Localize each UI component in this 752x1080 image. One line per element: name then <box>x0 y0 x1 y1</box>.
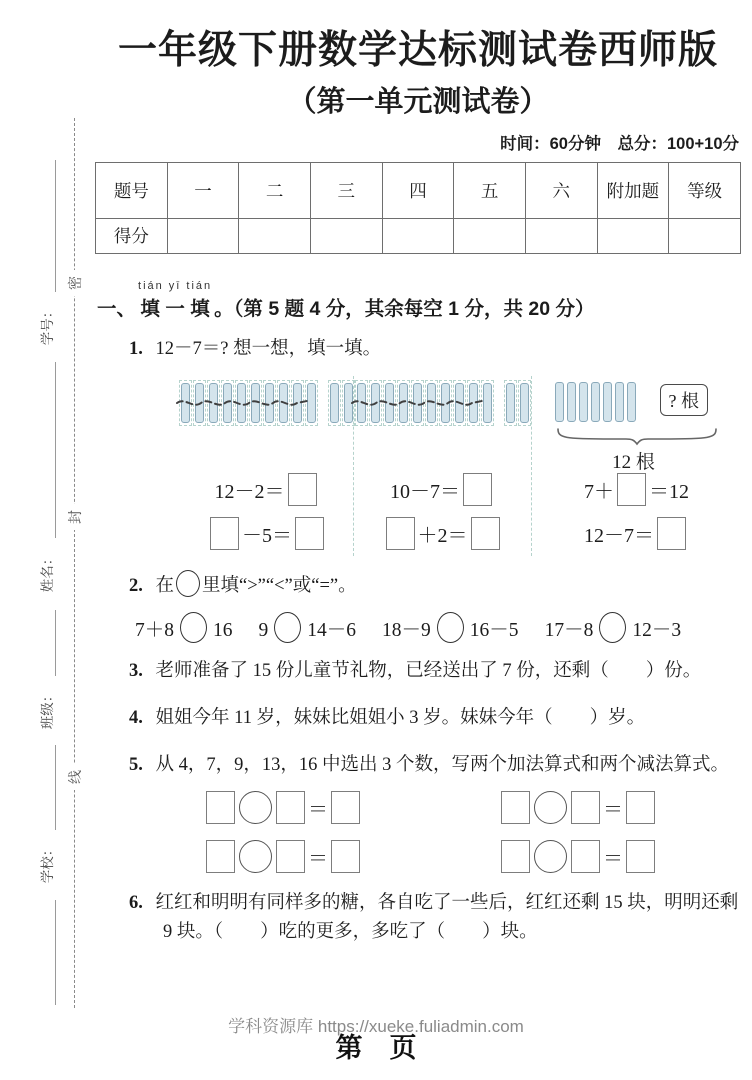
answer-box <box>276 840 305 873</box>
equation-row <box>354 512 531 556</box>
question-1-number: 1. <box>129 339 143 360</box>
question-2-number: 2. <box>129 575 143 596</box>
stick-wrapper <box>305 380 318 426</box>
counting-stick <box>344 383 353 423</box>
score-cell-empty <box>382 218 454 253</box>
stick-wrapper <box>221 380 234 426</box>
stick-wrapper <box>626 380 638 424</box>
answer-box <box>501 791 530 824</box>
counting-stick <box>293 383 302 423</box>
answer-box <box>386 517 415 550</box>
answer-box <box>276 791 305 824</box>
paper-content <box>95 0 741 947</box>
answer-box <box>617 473 646 506</box>
equation-text: 12－7＝ <box>584 525 654 548</box>
equation-text: ＝ <box>603 848 623 871</box>
answer-box <box>288 473 317 506</box>
seal-line-char: 封 <box>62 504 88 530</box>
sticks-row <box>354 376 531 468</box>
seal-blank-line <box>55 745 56 830</box>
answer-box <box>295 517 324 550</box>
score-table-score-row <box>96 218 741 253</box>
counting-stick <box>615 382 624 422</box>
counting-stick <box>555 382 564 422</box>
question-3-number: 3. <box>129 661 143 682</box>
score-table-column-header: 三 <box>310 162 382 218</box>
question-6 <box>129 889 741 946</box>
brace-panel <box>554 380 720 474</box>
stick-wrapper <box>355 380 368 426</box>
paper-subtitle: （第一单元测试卷） <box>287 85 549 118</box>
comparison-right: 12－3 <box>632 620 682 642</box>
stick-wrapper <box>554 380 566 424</box>
comparison-left: 7＋8 <box>135 620 175 642</box>
counting-stick <box>506 383 515 423</box>
compare-circle <box>274 612 301 643</box>
score-cell-empty <box>454 218 526 253</box>
q5-equation <box>203 840 448 873</box>
seal-blank-line <box>55 362 56 538</box>
seal-margin <box>0 0 95 1080</box>
stick-wrapper <box>578 380 590 424</box>
answer-box <box>331 791 360 824</box>
stick-wrapper <box>235 380 248 426</box>
stick-wrapper <box>291 380 304 426</box>
counting-stick <box>520 383 529 423</box>
q5-equation <box>203 791 448 824</box>
question-4 <box>129 704 741 733</box>
counting-stick <box>265 383 274 423</box>
seal-field-label: 班级： <box>40 688 55 730</box>
comparison-left: 17－8 <box>544 620 594 642</box>
stick-wrapper <box>207 380 220 426</box>
question-5-number: 5. <box>129 754 143 775</box>
score-cell-empty <box>239 218 311 253</box>
question-6-number: 6. <box>129 893 143 914</box>
answer-box <box>626 791 655 824</box>
score-table-column-header: 六 <box>525 162 597 218</box>
counting-stick <box>181 383 190 423</box>
section-one-scoring: 。（第 5 题 4 分，其余每空 1 分，共 20 分） <box>214 298 595 321</box>
section-one-heading <box>97 280 741 321</box>
comparison-item <box>382 612 519 643</box>
question-2 <box>129 570 741 601</box>
counting-stick <box>279 383 288 423</box>
counting-stick <box>567 382 576 422</box>
score-table-column-header: 四 <box>382 162 454 218</box>
equation-row <box>181 512 353 556</box>
stick-wrapper <box>179 380 192 426</box>
score-table-column-header: 五 <box>454 162 526 218</box>
answer-box <box>210 517 239 550</box>
stick-wrapper <box>518 380 531 426</box>
question-5 <box>129 751 741 780</box>
q1-panel <box>354 376 532 556</box>
answer-box <box>471 517 500 550</box>
question-3-text: 老师准备了 15 份儿童节礼物，已经送出了 7 份，还剩（ ）份。 <box>155 661 702 682</box>
counting-stick <box>223 383 232 423</box>
stick-bundle-of-ten <box>354 380 494 426</box>
q2-comparisons-row <box>135 612 741 643</box>
operator-circle <box>239 791 272 824</box>
answer-box <box>657 517 686 550</box>
question-2-text-post: 里填“>”“<”或“=”。 <box>202 575 357 596</box>
counting-stick <box>483 383 492 423</box>
comparison-right: 16 <box>213 620 233 642</box>
brace-icon <box>554 426 720 446</box>
loose-sticks <box>328 380 356 426</box>
stick-wrapper <box>481 380 494 426</box>
sticks-and-question-box <box>554 380 709 424</box>
question-4-number: 4. <box>129 708 143 729</box>
answer-box <box>571 840 600 873</box>
stick-wrapper <box>249 380 262 426</box>
equation-text: 12－2＝ <box>214 481 285 504</box>
counting-stick <box>251 383 260 423</box>
page-number-label: 第 页 <box>335 1033 417 1063</box>
question-5-text: 从 4，7，9，13，16 中选出 3 个数，写两个加法算式和两个减法算式。 <box>155 754 730 775</box>
answer-box <box>331 840 360 873</box>
comparison-item <box>259 612 357 643</box>
score-cell-empty <box>167 218 239 253</box>
stick-wrapper <box>328 380 341 426</box>
score-table-column-header: 一 <box>167 162 239 218</box>
counting-stick <box>427 383 436 423</box>
question-3 <box>129 657 741 686</box>
answer-box <box>206 840 235 873</box>
seal-field-label: 姓名： <box>40 551 55 593</box>
brace-count-label: 12 根 <box>612 451 655 473</box>
stick-wrapper <box>590 380 602 424</box>
example-circle <box>176 570 200 597</box>
comparison-left: 18－9 <box>382 620 431 642</box>
score-table-column-header: 二 <box>239 162 311 218</box>
equation-text: －5＝ <box>242 525 292 548</box>
equation-text: ＋2＝ <box>417 525 468 548</box>
score-table-header-row <box>96 162 741 218</box>
equation-text: 10－7＝ <box>390 481 460 504</box>
score-table-column-header: 附加题 <box>597 162 669 218</box>
operator-circle <box>239 840 272 873</box>
stick-wrapper <box>453 380 466 426</box>
operator-circle <box>534 840 567 873</box>
loose-sticks <box>503 380 531 426</box>
stick-bundle-of-ten <box>179 380 319 426</box>
seal-line-char: 密 <box>62 270 88 296</box>
seal-blank-line <box>55 610 56 676</box>
comparison-left: 9 <box>258 620 269 642</box>
counting-stick <box>209 383 218 423</box>
seal-blank-line <box>55 160 56 292</box>
compare-circle <box>599 612 626 643</box>
equation-text: ＝ <box>308 799 328 822</box>
question-1 <box>129 335 741 364</box>
sticks-row <box>181 376 353 468</box>
score-row-label: 得分 <box>96 218 168 253</box>
score-table <box>95 162 741 254</box>
watermark-url: 学科资源库 https://xueke.fuliadmin.com <box>228 1017 524 1036</box>
counting-stick <box>469 383 478 423</box>
comparison-item <box>545 612 682 643</box>
q1-panel <box>181 376 354 556</box>
paper-title: 一年级下册数学达标测试卷西师版 <box>117 29 718 72</box>
q5-answer-grid <box>203 791 741 873</box>
section-one-prefix: 一、 <box>97 298 137 321</box>
counting-stick <box>237 383 246 423</box>
counting-stick <box>413 383 422 423</box>
stick-wrapper <box>277 380 290 426</box>
answer-box <box>501 840 530 873</box>
stick-wrapper <box>411 380 424 426</box>
stick-wrapper <box>369 380 382 426</box>
counting-stick <box>627 382 636 422</box>
q5-equation <box>498 791 743 824</box>
answer-box <box>626 840 655 873</box>
stick-wrapper <box>397 380 410 426</box>
question-4-text: 姐姐今年 11 岁，妹妹比姐姐小 3 岁。妹妹今年（ ）岁。 <box>155 708 646 729</box>
answer-box <box>206 791 235 824</box>
equation-row <box>354 468 531 512</box>
counting-stick <box>330 383 339 423</box>
comparison-item <box>135 612 233 643</box>
counting-stick <box>603 382 612 422</box>
score-cell-empty <box>525 218 597 253</box>
counting-stick <box>307 383 316 423</box>
stick-wrapper <box>425 380 438 426</box>
equation-text: 7＋ <box>584 481 614 504</box>
equation-row <box>532 468 741 512</box>
counting-stick <box>441 383 450 423</box>
comparison-right: 16－5 <box>469 620 519 642</box>
seal-blank-line <box>55 900 56 1005</box>
stick-wrapper <box>263 380 276 426</box>
score-cell-empty <box>597 218 669 253</box>
answer-box <box>463 473 492 506</box>
stick-wrapper <box>602 380 614 424</box>
pinyin-annotation: tián yī tián <box>138 279 213 292</box>
comparison-right: 14－6 <box>307 620 357 642</box>
counting-stick <box>591 382 600 422</box>
counting-stick <box>385 383 394 423</box>
answer-box <box>571 791 600 824</box>
score-cell-empty <box>669 218 741 253</box>
counting-stick <box>455 383 464 423</box>
question-2-text-pre: 在 <box>155 575 175 596</box>
counting-stick <box>357 383 366 423</box>
stick-wrapper <box>383 380 396 426</box>
score-cell-empty <box>310 218 382 253</box>
stick-wrapper <box>566 380 578 424</box>
operator-circle <box>534 791 567 824</box>
question-6-text: 红红和明明有同样多的糖，各自吃了一些后，红红还剩 15 块，明明还剩 9 块。（ ）吃的更多，多吃了（ ）块。 <box>155 893 739 943</box>
score-table-corner-cell: 题号 <box>96 162 168 218</box>
stick-wrapper <box>504 380 517 426</box>
seal-line-char: 线 <box>62 764 88 790</box>
equation-text: ＝ <box>308 848 328 871</box>
time-and-score-info: 时间：60分钟 总分：100+10分 <box>500 134 739 153</box>
equation-row <box>181 468 353 512</box>
counting-stick <box>399 383 408 423</box>
stick-wrapper <box>439 380 452 426</box>
equation-text: ＝12 <box>649 481 689 504</box>
section-one-word <box>138 280 212 321</box>
stick-wrapper <box>193 380 206 426</box>
stick-group <box>554 380 638 424</box>
section-one-word-text: 填 一 填 <box>140 298 210 321</box>
counting-stick <box>195 383 204 423</box>
score-table-column-header: 等级 <box>669 162 741 218</box>
q5-equation <box>498 840 743 873</box>
seal-field-label: 学号： <box>40 304 55 346</box>
stick-wrapper <box>467 380 480 426</box>
unknown-sticks-box: ? 根 <box>660 384 709 416</box>
equation-text: ＝ <box>603 799 623 822</box>
compare-circle <box>437 612 464 643</box>
question-1-text: 12－7＝? 想一想，填一填。 <box>155 339 382 360</box>
equation-row <box>532 512 741 556</box>
counting-stick <box>371 383 380 423</box>
q1-panel <box>532 376 741 556</box>
compare-circle <box>180 612 207 643</box>
stick-wrapper <box>614 380 626 424</box>
seal-field-label: 学校： <box>40 842 55 884</box>
q1-stick-panels <box>181 376 741 556</box>
sticks-row <box>532 376 741 473</box>
counting-stick <box>579 382 588 422</box>
